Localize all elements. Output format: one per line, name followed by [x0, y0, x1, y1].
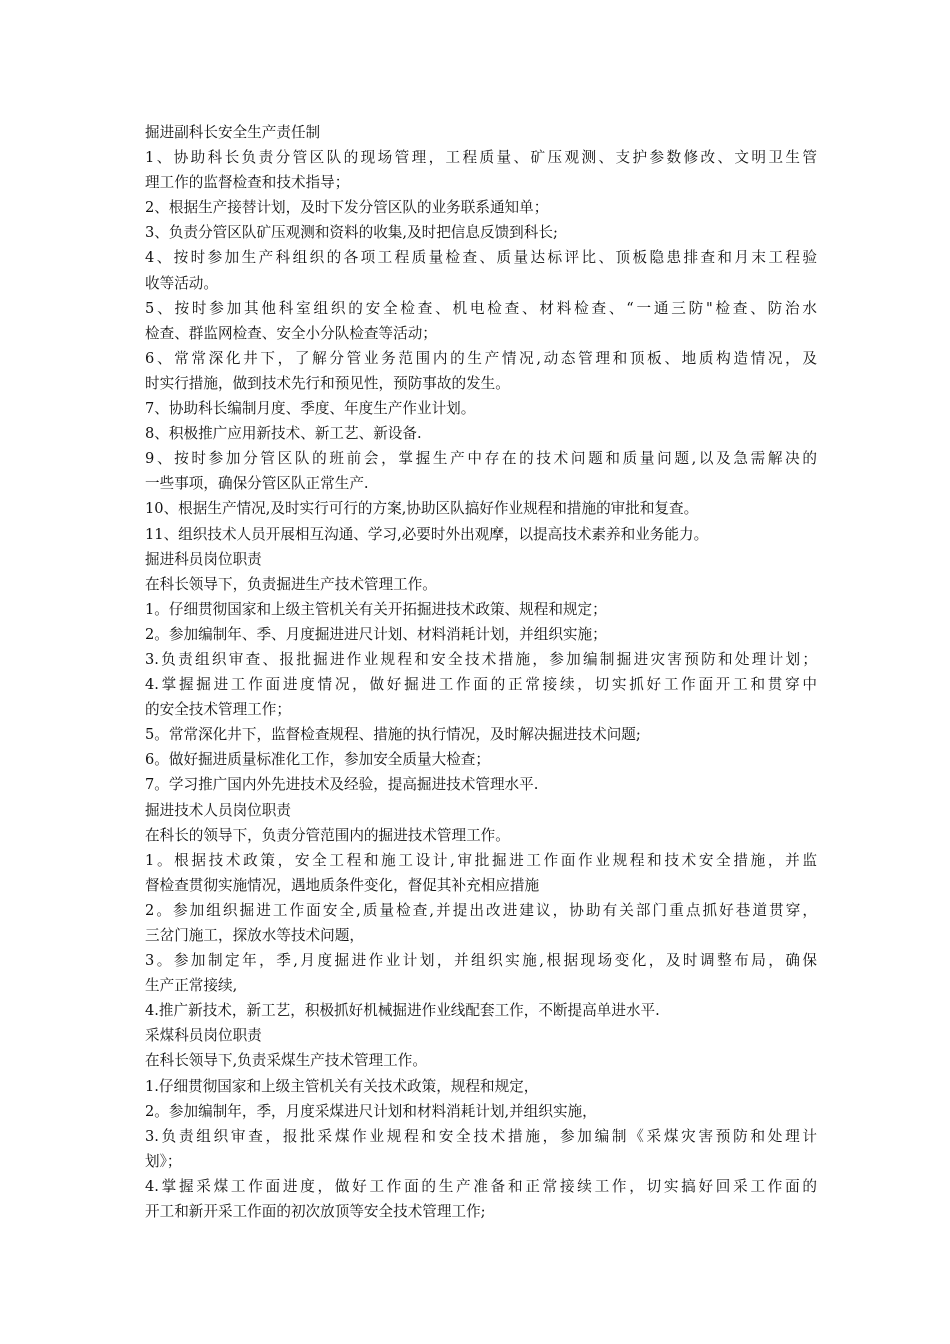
text-line: 6、常常深化井下，了解分管业务范围内的生产情况,动态管理和顶板、地质构造情况，及 — [145, 349, 817, 367]
text-line: 掘进科员岗位职责 — [145, 550, 262, 568]
text-line: 2。参加组织掘进工作面安全,质量检查,并提出改进建议，协助有关部门重点抓好巷道贯穿， — [145, 901, 817, 919]
text-line: 3.负责组织审查、报批掘进作业规程和安全技术措施，参加编制掘进灾害预防和处理计划； — [145, 650, 817, 668]
text-line: 理工作的监督检查和技术指导； — [145, 174, 350, 192]
text-line: 1。根据技术政策，安全工程和施工设计,审批掘进工作面作业规程和技术安全措施，并监 — [145, 851, 817, 869]
text-line: 掘进副科长安全生产责任制 — [145, 124, 321, 141]
text-line: 检查、群监网检查、安全小分队检查等活动； — [145, 324, 437, 342]
text-line: 4.掌握采煤工作面进度，做好工作面的生产准备和正常接续工作，切实搞好回采工作面的 — [145, 1177, 817, 1195]
text-line: 5、按时参加其他科室组织的安全检查、机电检查、材料检查、“一通三防"检查、防治水 — [145, 299, 817, 317]
text-line: 生产正常接续, — [145, 977, 238, 995]
text-line: 一些事项，确保分管区队正常生产. — [145, 475, 369, 493]
text-line: 采煤科员岗位职责 — [145, 1027, 262, 1045]
text-line: 1.仔细贯彻国家和上级主管机关有关技术政策，规程和规定， — [145, 1077, 539, 1095]
text-line: 三岔门施工，探放水等技术问题， — [145, 927, 364, 944]
text-line: 2。参加编制年、季、月度掘进进尺计划、材料消耗计划，并组织实施； — [145, 625, 607, 643]
text-line: 收等活动。 — [145, 274, 218, 292]
text-line: 1。仔细贯彻国家和上级主管机关有关开拓掘进技术政策、规程和规定； — [145, 600, 607, 618]
text-line: 3、负责分管区队矿压观测和资料的收集,及时把信息反馈到科长; — [145, 224, 558, 242]
text-line: 11、组织技术人员开展相互沟通、学习,必要时外出观摩，以提高技术素养和业务能力。 — [145, 525, 709, 543]
text-line: 掘进技术人员岗位职责 — [145, 801, 291, 819]
text-line: 1、协助科长负责分管区队的现场管理，工程质量、矿压观测、支护参数修改、文明卫生管 — [145, 149, 817, 167]
text-line: 8、积极推广应用新技术、新工艺、新设备. — [145, 425, 422, 443]
text-line: 10、根据生产情况,及时实行可行的方案,协助区队搞好作业规程和措施的审批和复查。 — [145, 500, 699, 518]
text-line: 7。学习推广国内外先进技术及经验，提高掘进技术管理水平. — [145, 776, 539, 794]
text-line: 在科长的领导下，负责分管范围内的掘进技术管理工作。 — [145, 826, 510, 844]
text-line: 4、按时参加生产科组织的各项工程质量检查、质量达标评比、顶板隐患排查和月末工程验 — [145, 249, 817, 267]
text-line: 6。做好掘进质量标准化工作，参加安全质量大检查； — [145, 751, 490, 769]
text-line: 3。参加制定年，季,月度掘进作业计划，并组织实施,根据现场变化，及时调整布局，确保 — [145, 952, 817, 970]
text-line: 9、按时参加分管区队的班前会，掌握生产中存在的技术问题和质量问题,以及急需解决的 — [145, 450, 817, 468]
document-page — [145, 120, 817, 1224]
text-line: 时实行措施，做到技术先行和预见性，预防事故的发生。 — [145, 374, 510, 392]
text-line: 在科长领导下,负责采煤生产技术管理工作。 — [145, 1052, 427, 1070]
text-line: 2。参加编制年，季，月度采煤进尺计划和材料消耗计划,并组织实施， — [145, 1102, 597, 1120]
text-line: 在科长领导下，负责掘进生产技术管理工作。 — [145, 575, 437, 593]
text-line: 督检查贯彻实施情况，遇地质条件变化，督促其补充相应措施 — [145, 876, 540, 894]
text-line: 2、根据生产接替计划，及时下发分管区队的业务联系通知单； — [145, 199, 549, 217]
text-line: 7、协助科长编制月度、季度、年度生产作业计划。 — [145, 400, 476, 418]
text-line: 3.负责组织审查，报批采煤作业规程和安全技术措施，参加编制《采煤灾害预防和处理计 — [145, 1127, 817, 1145]
text-line: 4.推广新技术，新工艺，积极抓好机械掘进作业线配套工作，不断提高单进水平. — [145, 1002, 660, 1020]
text-line: 5。常常深化井下，监督检查规程、措施的执行情况，及时解决掘进技术问题; — [145, 726, 641, 744]
text-line: 划》； — [145, 1152, 182, 1170]
text-line: 的安全技术管理工作； — [145, 701, 291, 719]
text-line: 4.掌握掘进工作面进度情况，做好掘进工作面的正常接续，切实抓好工作面开工和贯穿中 — [145, 676, 817, 694]
text-line: 开工和新开采工作面的初次放顶等安全技术管理工作; — [145, 1203, 486, 1221]
